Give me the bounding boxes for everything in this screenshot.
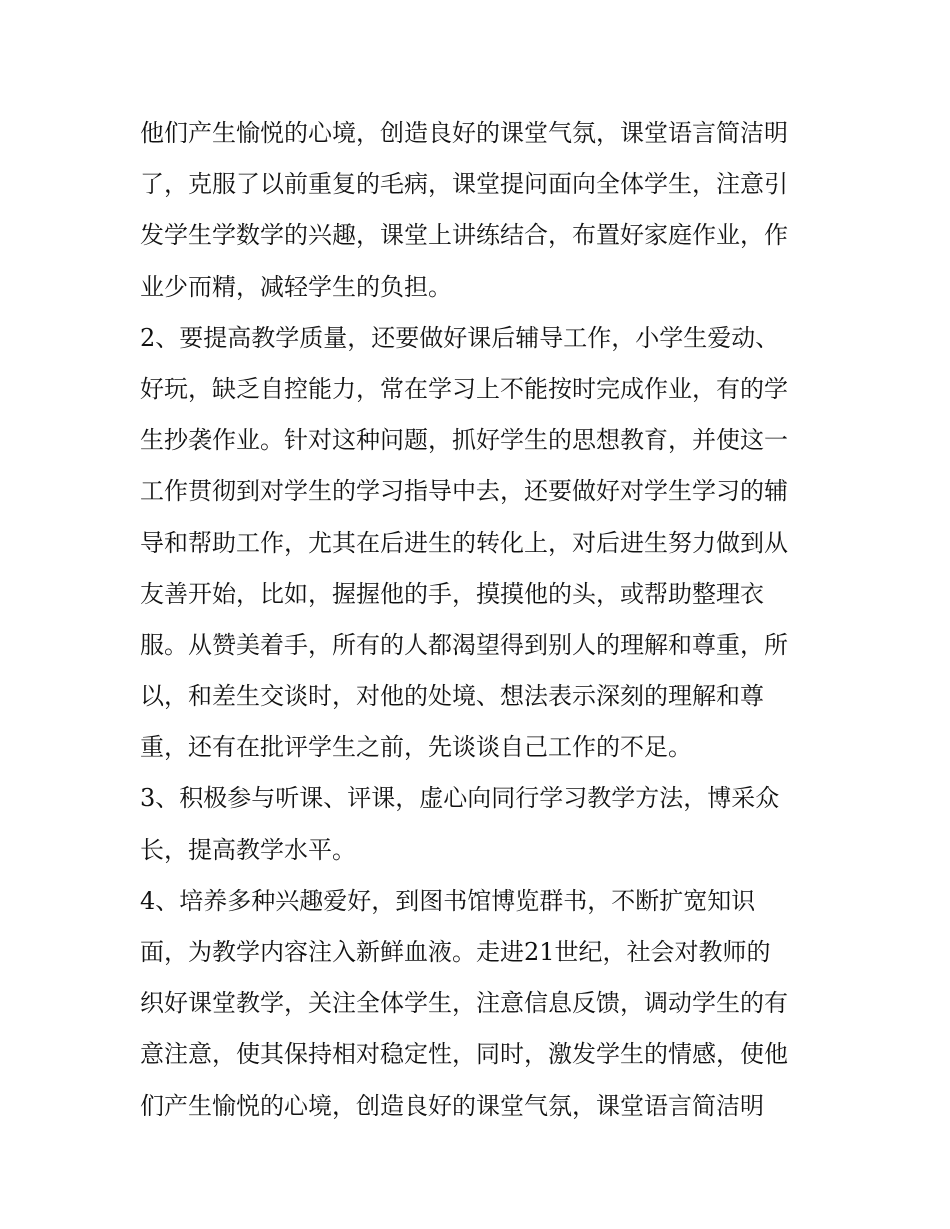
text-line: 4、培养多种兴趣爱好，到图书馆博览群书，不断扩宽知识: [140, 886, 756, 915]
text-line: 生抄袭作业。针对这种问题，抓好学生的思想教育，并使这一: [140, 426, 788, 455]
text-line: 以，和差生交谈时，对他的处境、想法表示深刻的理解和尊: [140, 682, 764, 711]
text-line: 3、积极参与听课、评课，虚心向同行学习教学方法，博采众: [140, 784, 780, 813]
text-line: 重，还有在批评学生之前，先谈谈自己工作的不足。: [140, 733, 692, 762]
text-line: 友善开始，比如，握握他的手，摸摸他的头，或帮助整理衣: [140, 579, 764, 608]
body-text: [140, 108, 820, 1132]
text-line: 们产生愉悦的心境，创造良好的课堂气氛，课堂语言简洁明: [140, 1091, 764, 1120]
text-line: 他们产生愉悦的心境，创造良好的课堂气氛，课堂语言简洁明: [140, 119, 788, 147]
text-line: 面，为教学内容注入新鲜血液。走进21世纪，社会对教师的: [140, 938, 771, 966]
text-line: 意注意，使其保持相对稳定性，同时，激发学生的情感，使他: [140, 1040, 788, 1069]
text-line: 发学生学数学的兴趣，课堂上讲练结合，布置好家庭作业，作: [140, 221, 788, 250]
text-line: 导和帮助工作，尤其在后进生的转化上，对后进生努力做到从: [140, 528, 788, 557]
text-line: 业少而精，减轻学生的负担。: [140, 272, 452, 301]
text-line: 2、要提高教学质量，还要做好课后辅导工作，小学生爱动、: [140, 323, 780, 352]
text-line: 织好课堂教学，关注全体学生，注意信息反馈，调动学生的有: [140, 989, 788, 1018]
text-line: 了，克服了以前重复的毛病，课堂提问面向全体学生，注意引: [140, 170, 788, 199]
text-line: 工作贯彻到对学生的学习指导中去，还要做好对学生学习的辅: [140, 477, 788, 506]
text-line: 好玩，缺乏自控能力，常在学习上不能按时完成作业，有的学: [140, 374, 788, 403]
text-line: 长，提高教学水平。: [140, 835, 356, 864]
text-line: 服。从赞美着手，所有的人都渴望得到别人的理解和尊重，所: [140, 630, 788, 659]
